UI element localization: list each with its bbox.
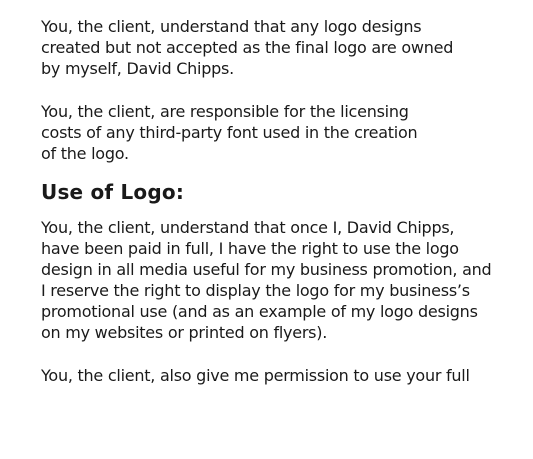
text-line: promotional use (and as an example of my logo designs bbox=[41, 302, 478, 321]
heading-spacer bbox=[41, 164, 521, 180]
paragraph-permission bbox=[41, 365, 521, 386]
text-line: created but not accepted as the final logo are owned bbox=[41, 38, 454, 57]
paragraph-font-licensing bbox=[41, 101, 521, 164]
text-line: You, the client, understand that any logo designs bbox=[41, 17, 422, 36]
text-line: costs of any third-party font used in the creation bbox=[41, 123, 418, 142]
section-heading-use-of-logo: Use of Logo: bbox=[41, 180, 185, 204]
text-line: on my websites or printed on flyers). bbox=[41, 323, 328, 342]
document-body bbox=[41, 16, 521, 386]
paragraph-usage-rights bbox=[41, 217, 521, 343]
text-line: of the logo. bbox=[41, 144, 129, 163]
paragraph-spacer bbox=[41, 343, 521, 365]
text-line: have been paid in full, I have the right to use the logo bbox=[41, 239, 459, 258]
text-line: You, the client, understand that once I, David Chipps, bbox=[41, 218, 455, 237]
text-line: You, the client, are responsible for the licensing bbox=[41, 102, 409, 121]
paragraph-spacer bbox=[41, 79, 521, 101]
heading-spacer bbox=[41, 204, 521, 217]
paragraph-logo-ownership bbox=[41, 16, 521, 79]
text-line: by myself, David Chipps. bbox=[41, 59, 234, 78]
text-line: I reserve the right to display the logo for my business’s bbox=[41, 281, 470, 300]
text-line: design in all media useful for my business promotion, and bbox=[41, 260, 492, 279]
text-line: You, the client, also give me permission to use your full bbox=[41, 366, 470, 385]
